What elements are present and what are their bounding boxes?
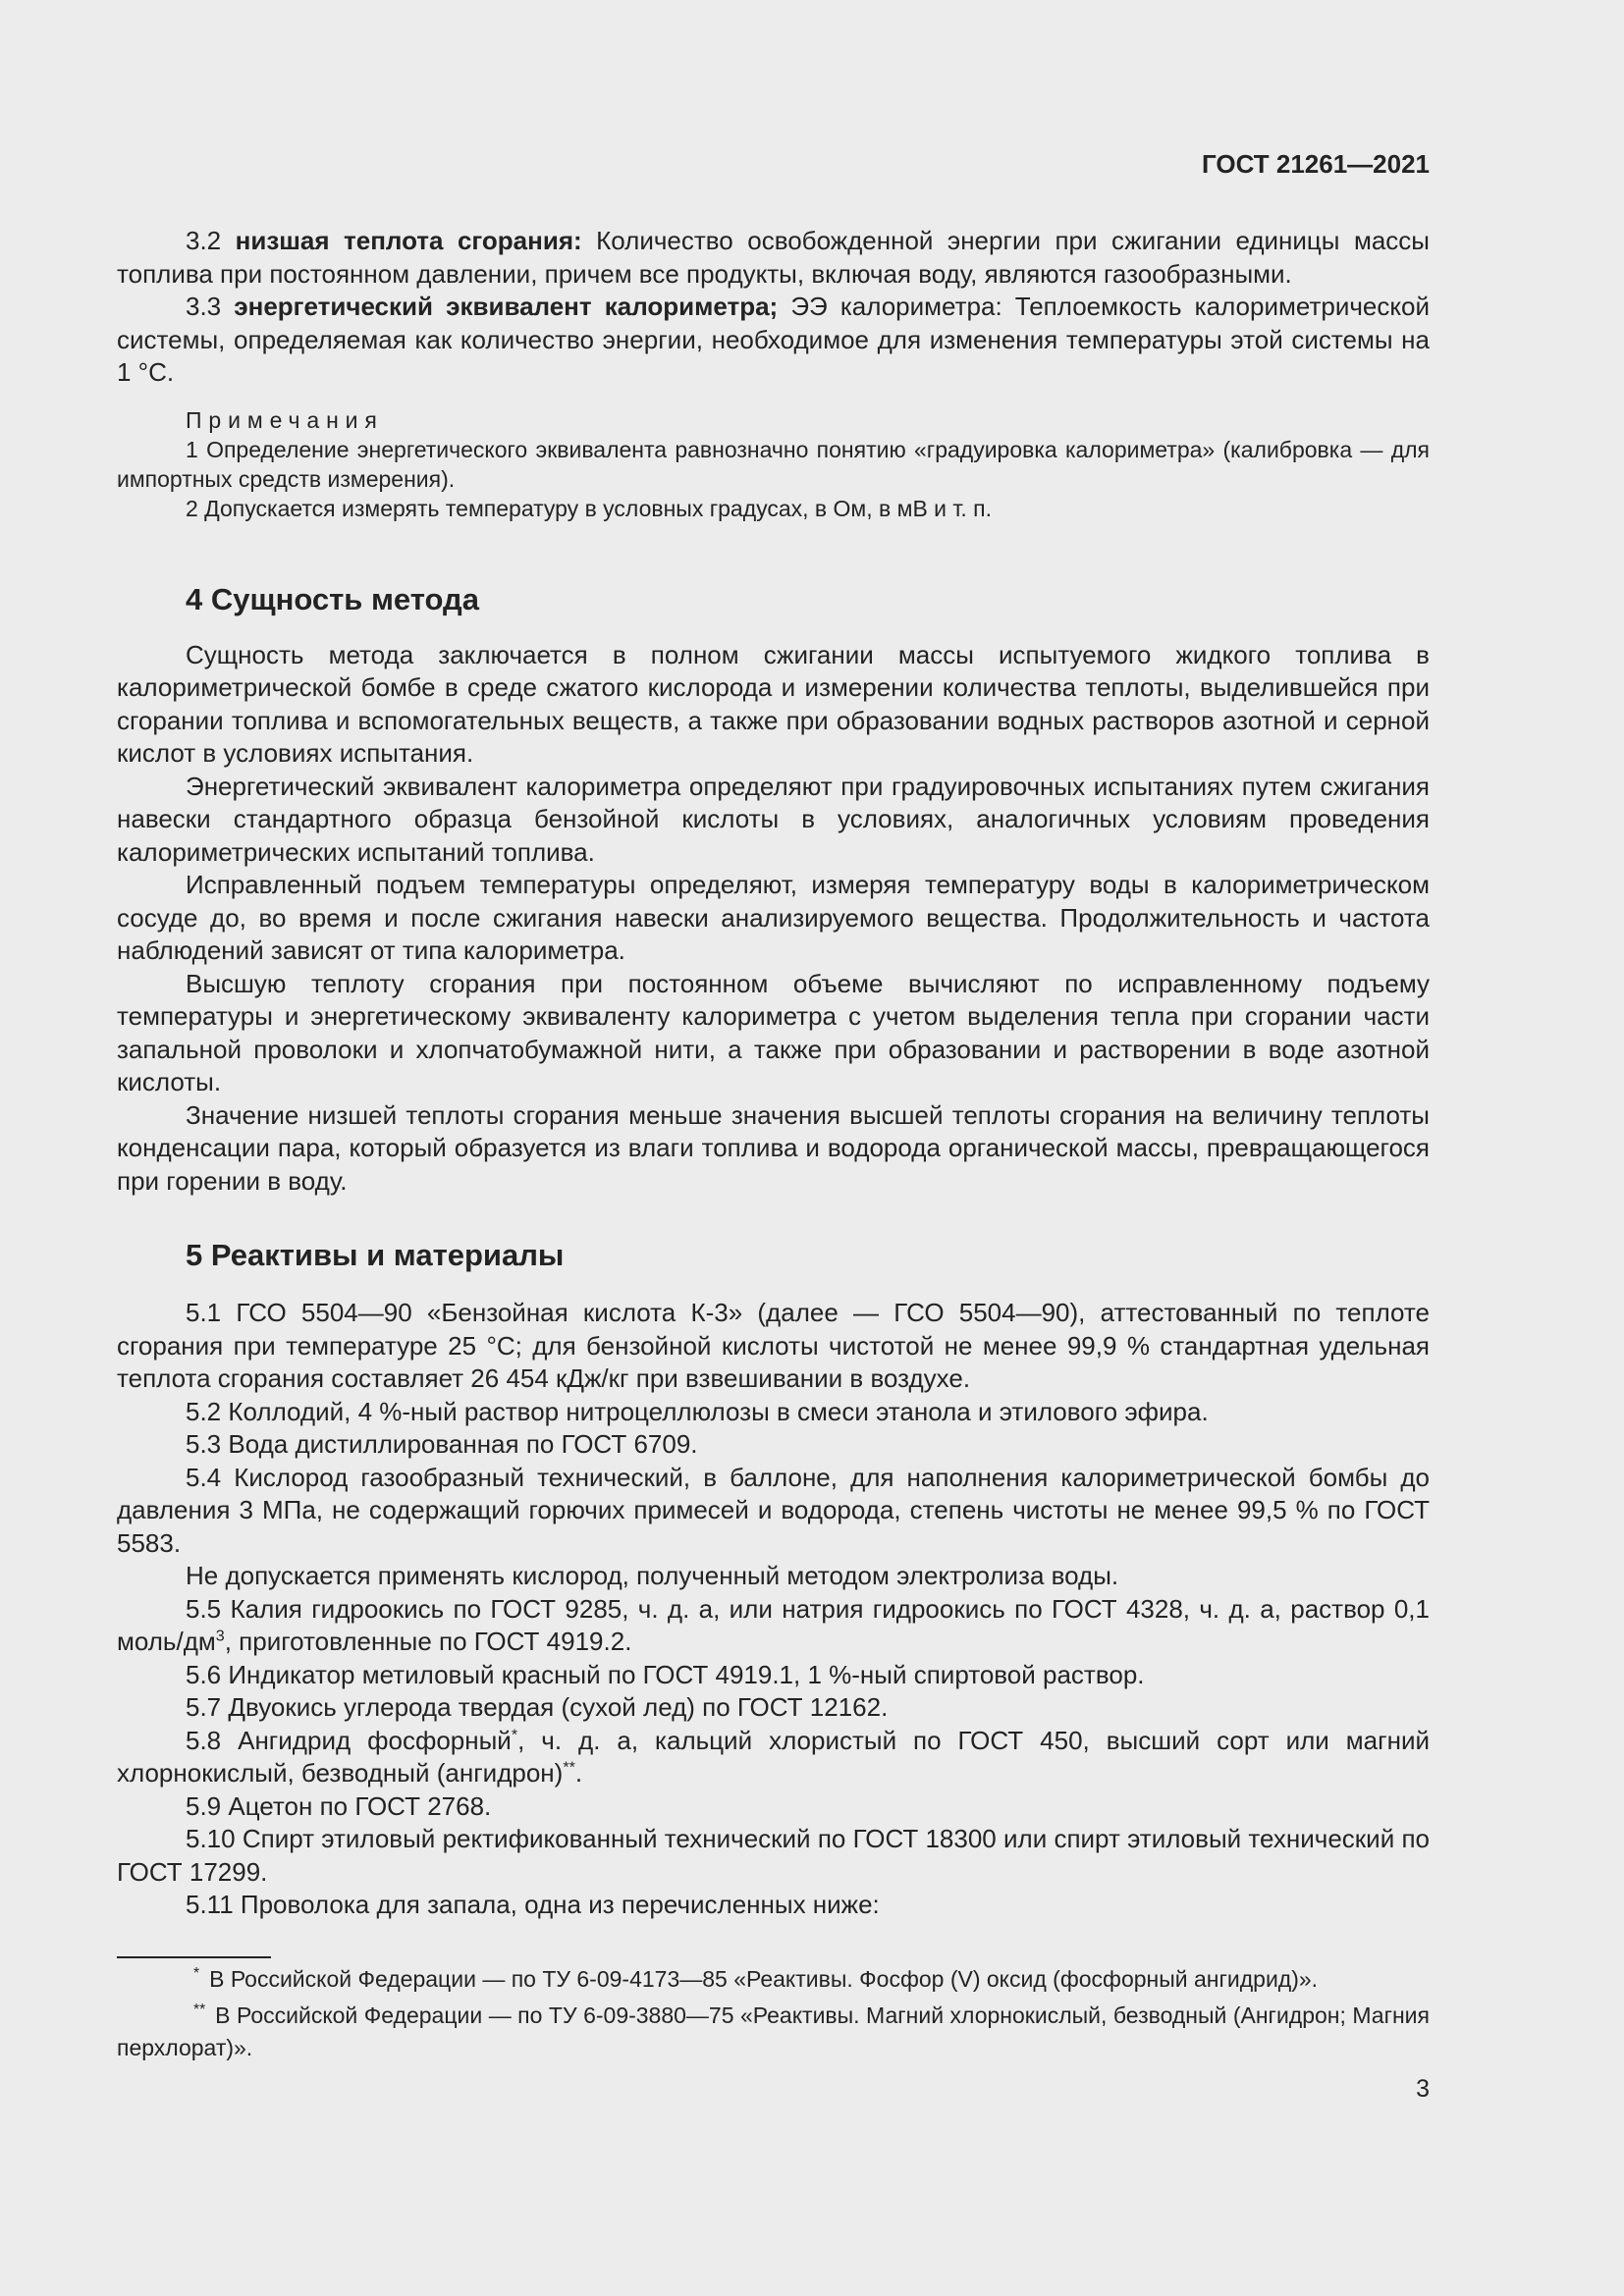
item-text: , ч. д. а, кальций хлористый по ГОСТ 450, высший сорт или магний хлорнокислый, безводный (ангидрон) <box>117 1725 1430 1788</box>
section-5-item-5-9: 5.9 Ацетон по ГОСТ 2768. <box>186 1790 492 1821</box>
note-item: 2 Допускается измерять температуру в условных градусах, в Ом, в мВ и т. п. <box>186 495 993 521</box>
section-5-body <box>117 1297 1430 1922</box>
page-content <box>117 148 1430 1922</box>
definition-text: ЭЭ калориметра: Теплоемкость калориметрической системы, определяемая как количество энергии, необходимое для изменения температуры этой системы на 1 °С. <box>117 292 1431 387</box>
section-5-item-5-10: 5.10 Спирт этиловый ректификованный технический по ГОСТ 18300 или спирт этиловый технический по ГОСТ 17299. <box>117 1824 1430 1887</box>
definition-number: 3.2 <box>186 226 222 255</box>
document-number-header: ГОСТ 21261—2021 <box>1202 149 1430 179</box>
definition-3-2 <box>117 225 1430 291</box>
definitions-section <box>117 225 1430 390</box>
item-text: 5.8 Ангидрид фосфорный <box>186 1725 512 1755</box>
definition-term: низшая теплота сгорания: <box>235 226 582 255</box>
notes-block <box>117 405 1430 523</box>
definition-term: энергетический эквивалент калориметра; <box>234 292 779 321</box>
footnote-item <box>117 2000 1430 2064</box>
section-5-item-5-8 <box>117 1725 1430 1790</box>
section-5-item-5-2: 5.2 Коллодий, 4 %-ный раствор нитроцеллюлозы в смеси этанола и этилового эфира. <box>186 1396 1209 1426</box>
footnote-mark: * <box>193 1965 200 1983</box>
section-5-item-5-3: 5.3 Вода дистиллированная по ГОСТ 6709. <box>186 1429 698 1459</box>
note-item: 1 Определение энергетического эквивалента равнозначно понятию «градуировка калориметра» (калибровка — для импортных средств измерения). <box>117 436 1430 492</box>
footnote-text: В Российской Федерации — по ТУ 6-09-3880—75 «Реактивы. Магний хлорнокислый, безводный (Ангидрон; Магния перхлорат)». <box>117 2002 1430 2060</box>
section-heading-5: 5 Реактивы и материалы <box>186 1238 565 1272</box>
footnote-text: В Российской Федерации — по ТУ 6-09-4173—85 «Реактивы. Фосфор (V) оксид (фосфорный ангидрид)». <box>209 1966 1319 1992</box>
section-4-paragraph: Исправленный подъем температуры определяют, измеряя температуру воды в калориметрическом сосуде до, во время и после сжигания навески анализируемого вещества. Продолжительность и частота наблюдений зависят от типа калориметра. <box>117 870 1430 965</box>
section-4-paragraph: Энергетический эквивалент калориметра определяют при градуировочных испытаниях путем сжигания навески стандартного образца бензойной кислоты в условиях, аналогичных условиям проведения калориметрических испытаний топлива. <box>117 771 1430 867</box>
section-5-item-5-6: 5.6 Индикатор метиловый красный по ГОСТ 4919.1, 1 %-ный спиртовой раствор. <box>186 1659 1145 1689</box>
page-number: 3 <box>1416 2075 1430 2103</box>
footnote-reference: * <box>511 1725 518 1743</box>
footnotes-block <box>117 1956 1430 2064</box>
notes-title: Примечания <box>186 406 384 433</box>
definition-text: Количество освобожденной энергии при сжигании единицы массы топлива при постоянном давлении, причем все продукты, включая воду, являются газообразными. <box>117 226 1430 289</box>
section-heading-4: 4 Сущность метода <box>186 581 479 616</box>
definition-3-3 <box>117 291 1430 390</box>
footnote-reference: ** <box>563 1758 575 1777</box>
footnote-mark: ** <box>193 2002 206 2019</box>
item-text: . <box>574 1758 583 1788</box>
item-text: 5.5 Калия гидроокись по ГОСТ 9285, ч. д. а, или натрия гидроокись по ГОСТ 4328, ч. д. а, раствор 0,1 моль/дм <box>117 1593 1430 1656</box>
definition-number: 3.3 <box>186 292 222 321</box>
section-5-note-oxygen: Не допускается применять кислород, полученный методом электролиза воды. <box>186 1561 1119 1590</box>
section-5-item-5-4: 5.4 Кислород газообразный технический, в баллоне, для наполнения калориметрической бомбы до давления 3 МПа, не содержащий горючих примесей и водорода, степень чистоты не менее 99,5 % по ГОСТ 5583. <box>117 1462 1430 1558</box>
item-text: , приготовленные по ГОСТ 4919.2. <box>224 1627 632 1656</box>
unit-superscript: 3 <box>215 1627 225 1645</box>
footnote-item <box>117 1963 1430 1996</box>
section-5-item-5-7: 5.7 Двуокись углерода твердая (сухой лед) по ГОСТ 12162. <box>186 1692 889 1722</box>
section-4-body <box>117 639 1430 1199</box>
section-5-item-5-11: 5.11 Проволока для запала, одна из перечисленных ниже: <box>186 1890 880 1919</box>
footnote-rule <box>117 1956 271 1958</box>
section-4-paragraph: Значение низшей теплоты сгорания меньше значения высшей теплоты сгорания на величину теплоты конденсации пара, который образуется из влаги топлива и водорода органической массы, превращающегося при горении в воду. <box>117 1099 1430 1196</box>
section-4-paragraph: Сущность метода заключается в полном сжигании массы испытуемого жидкого топлива в калориметрической бомбе в среде сжатого кислорода и измерении количества теплоты, выделившейся при сгорании топлива и вспомогательных веществ, а также при образовании водных растворов азотной и серной кислот в условиях испытания. <box>117 639 1430 768</box>
section-4-paragraph: Высшую теплоту сгорания при постоянном объеме вычисляют по исправленному подъему температуры и энергетическому эквиваленту калориметра с учетом выделения тепла при сгорании части запальной проволоки и хлопчатобумажной нити, а также при образовании и растворении в воде азотной кислоты. <box>117 968 1430 1096</box>
section-5-item-5-1: 5.1 ГСО 5504—90 «Бензойная кислота К-3» (далее — ГСО 5504—90), аттестованный по теплоте сгорания при температуре 25 °С; для бензойной кислоты чистотой не менее 99,9 % стандартная удельная теплота сгорания составляет 26 454 кДж/кг при взвешивании в воздухе. <box>117 1298 1430 1393</box>
section-5-item-5-5 <box>117 1593 1430 1659</box>
